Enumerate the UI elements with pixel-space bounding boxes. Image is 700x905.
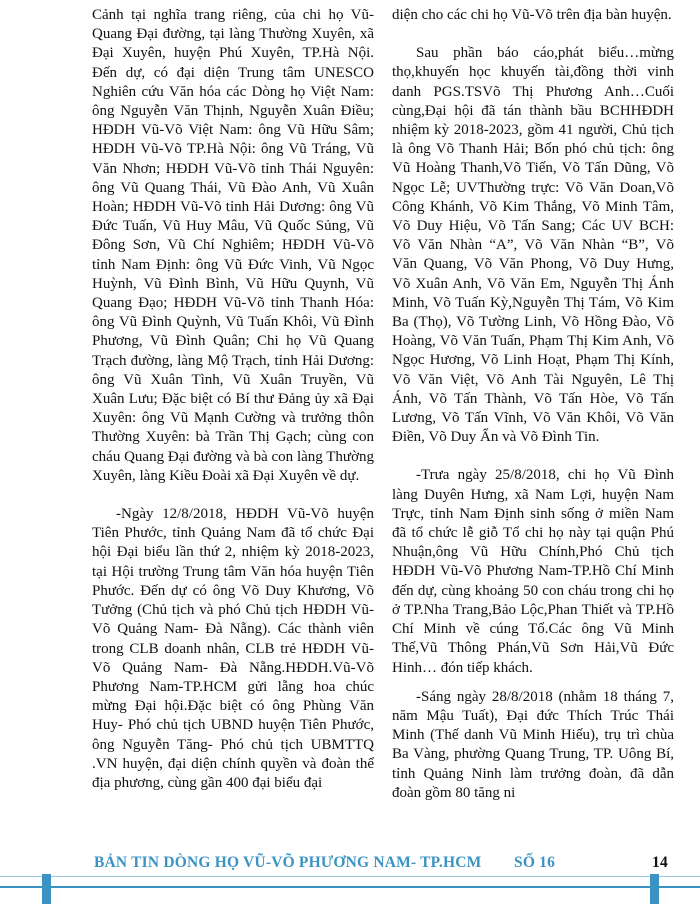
newsletter-title: BẢN TIN DÒNG HỌ VŨ-VÕ PHƯƠNG NAM- TP.HCM — [94, 854, 482, 871]
paragraph-ancestor-ceremony: Cảnh tại nghĩa trang riêng, của chi họ Vũ-Quang Đại đường, tại làng Thường Xuyên, xã Đại Xuyên, huyện Phú Xuyên, TP.Hà Nội. Đến dự, có đại diện Trung tâm UNESCO Nghiên cứu Văn hóa các Dòng họ Việt Nam: ông Nguyễn Văn Thịnh, Nguyễn Xuân Điều; HĐDH Vũ-Võ Việt Nam: ông Vũ Hữu Sâm; HĐDH Vũ-Võ TP.Hà Nội: ông Vũ Tráng, Vũ Văn Nhơn; HĐDH Vũ-Võ tỉnh Thái Nguyên: ông Vũ Quang Thái, Vũ Đào Anh, Vũ Xuân Hoàn; HĐDH Vũ-Võ tỉnh Hải Dương: ông Vũ Đức Tuấn, Vũ Huy Mâu, Vũ Quốc Sủng, Vũ Đông Sơn, Vũ Chí Nghiêm; HĐDH Vũ-Võ tỉnh Nam Định: ông Vũ Đức Vinh, Vũ Ngọc Huỳnh, Vũ Đình Bình, Vũ Hữu Quynh, Vũ Quang Đạo; HĐDH Vũ-Võ tỉnh Thanh Hóa: ông Vũ Đình Quỳnh, Vũ Tuấn Khôi, Vũ Đình Phương, Vũ Đình Quân; Chi họ Vũ Quang Trạch đường, làng Mộ Trạch, tỉnh Hải Dương: ông Vũ Xuân Tình, Vũ Xuân Truyền, Vũ Xuân Lưu; Đặc biệt có Bí thư Đảng ủy xã Đại Xuyên: ông Vũ Mạnh Cường và trưởng thôn Thường Xuyên: bà Trần Thị Gạch; cùng con cháu Quang Đại đường và bà con làng Thường Xuyên, làng Kiều Đoài xã Đại Xuyên về dự. — [92, 7, 374, 484]
paragraph-continuation: diện cho các chi họ Vũ-Võ trên địa bàn huyện. — [392, 7, 672, 23]
footer — [92, 854, 672, 876]
footer-rule — [0, 886, 700, 888]
paragraph-election-results: Sau phần báo cáo,phát biểu…mừng thọ,khuyến học khuyến tài,đồng thời vinh danh PGS.TSVõ Thị Phương Anh…Cuối cùng,Đại hội đã tán thành bầu BCHHĐDH nhiệm kỳ 2018-2023, gồm 41 người, Chủ tịch là ông Võ Thanh Hải; Bốn phó chủ tịch: ông Vũ Hoàng Thanh,Võ Tiến, Võ Tấn Dũng, Võ Ngọc Lễ; UVThường trực: Võ Văn Doan,Võ Công Khánh, Võ Kim Thắng, Võ Minh Tâm, Võ Duy Hiệu, Võ Tấn Sang; Các UV BCH: Võ Văn Nhàn “A”, Võ Văn Nhàn “B”, Võ Văn Quang, Võ Văn Phong, Võ Duy Hưng, Võ Xuân Anh, Võ Văn Em, Nguyễn Thị Ánh Minh, Võ Tuấn Kỳ,Nguyễn Thị Tám, Võ Kim Ba (Thọ), Võ Tường Linh, Võ Hồng Đào, Võ Hoàng, Võ Văn Tuấn, Phạm Thị Kim Anh, Võ Ngọc Hương, Võ Linh Hoạt, Phạm Thị Kính, Võ Văn Việt, Võ Anh Tài Nguyên, Lê Thị Ánh, Võ Tấn Thành, Võ Tấn Hòe, Võ Tấn Lương, Võ Tấn Vĩnh, Võ Văn Khôi, Võ Văn Điền, Võ Duy Ẩn và Võ Đình Tin. — [392, 45, 674, 446]
footer-rule-thin — [0, 876, 700, 877]
footer-right-tab — [650, 874, 659, 904]
paragraph-duyen-hung-anniversary: -Trưa ngày 25/8/2018, chi họ Vũ Đình làng Duyên Hưng, xã Nam Lợi, huyện Nam Trực, tỉnh Nam Định sinh sống ở miền Nam đã tổ chức lễ giỗ Tổ chi họ này tại quận Phú Nhuận,ông Vũ Hữu Chính,Phó Chủ tịch HĐDH Vũ-Võ Phương Nam-TP.Hồ Chí Minh đến dự, cùng khoảng 50 con cháu trong chi họ ở TP.Nha Trang,Bảo Lộc,Phan Thiết và TP.Hồ Chí Minh về cúng Tổ.Các ông Vũ Minh Thế,Vũ Thông Phán,Vũ Sơn Hải,Vũ Đức Hinh… đón tiếp khách. — [392, 467, 674, 676]
paragraph-tien-phuoc-congress: -Ngày 12/8/2018, HĐDH Vũ-Võ huyện Tiên Phước, tỉnh Quảng Nam đã tổ chức Đại hội Đại biểu lần thứ 2, nhiệm kỳ 2018-2023, tại Hội trường Trung tâm Văn hóa huyện Tiên Phước. Đến dự có ông Võ Duy Khương, Võ Tưởng (Chủ tịch và phó Chủ tịch HĐDH Vũ-Võ Quảng Nam- Đà Nẵng). Các thành viên trong CLB doanh nhân, CLB trẻ HĐDH Vũ-Võ Quảng Nam- Đà Nẵng.HĐDH.Vũ-Võ Phương Nam-TP.HCM gửi lẵng hoa chúc mừng Đại hội.Đặc biệt có ông Phùng Văn Huy- Phó chủ tịch UBND huyện Tiên Phước, ông Nguyễn Tăng- Phó chủ tịch UBMTTQ .VN huyện, đại diện chính quyền và đoàn thể địa phương, cùng gần 400 đại biểu đại — [92, 506, 374, 791]
right-column — [392, 6, 674, 803]
left-column — [92, 6, 374, 793]
paragraph-ba-vang-delegation: -Sáng ngày 28/8/2018 (nhằm 18 tháng 7, năm Mậu Tuất), Đại đức Thích Trúc Thái Minh (Thế danh Vũ Minh Hiếu), trụ trì chùa Ba Vàng, phường Quang Trung, TP. Uông Bí, tỉnh Quảng Ninh làm trưởng đoàn, đã dẫn đoàn gồm 80 tăng ni — [392, 688, 674, 801]
page-number: 14 — [652, 854, 668, 871]
footer-left-tab — [42, 874, 51, 904]
issue-number: SỐ 16 — [514, 854, 556, 871]
